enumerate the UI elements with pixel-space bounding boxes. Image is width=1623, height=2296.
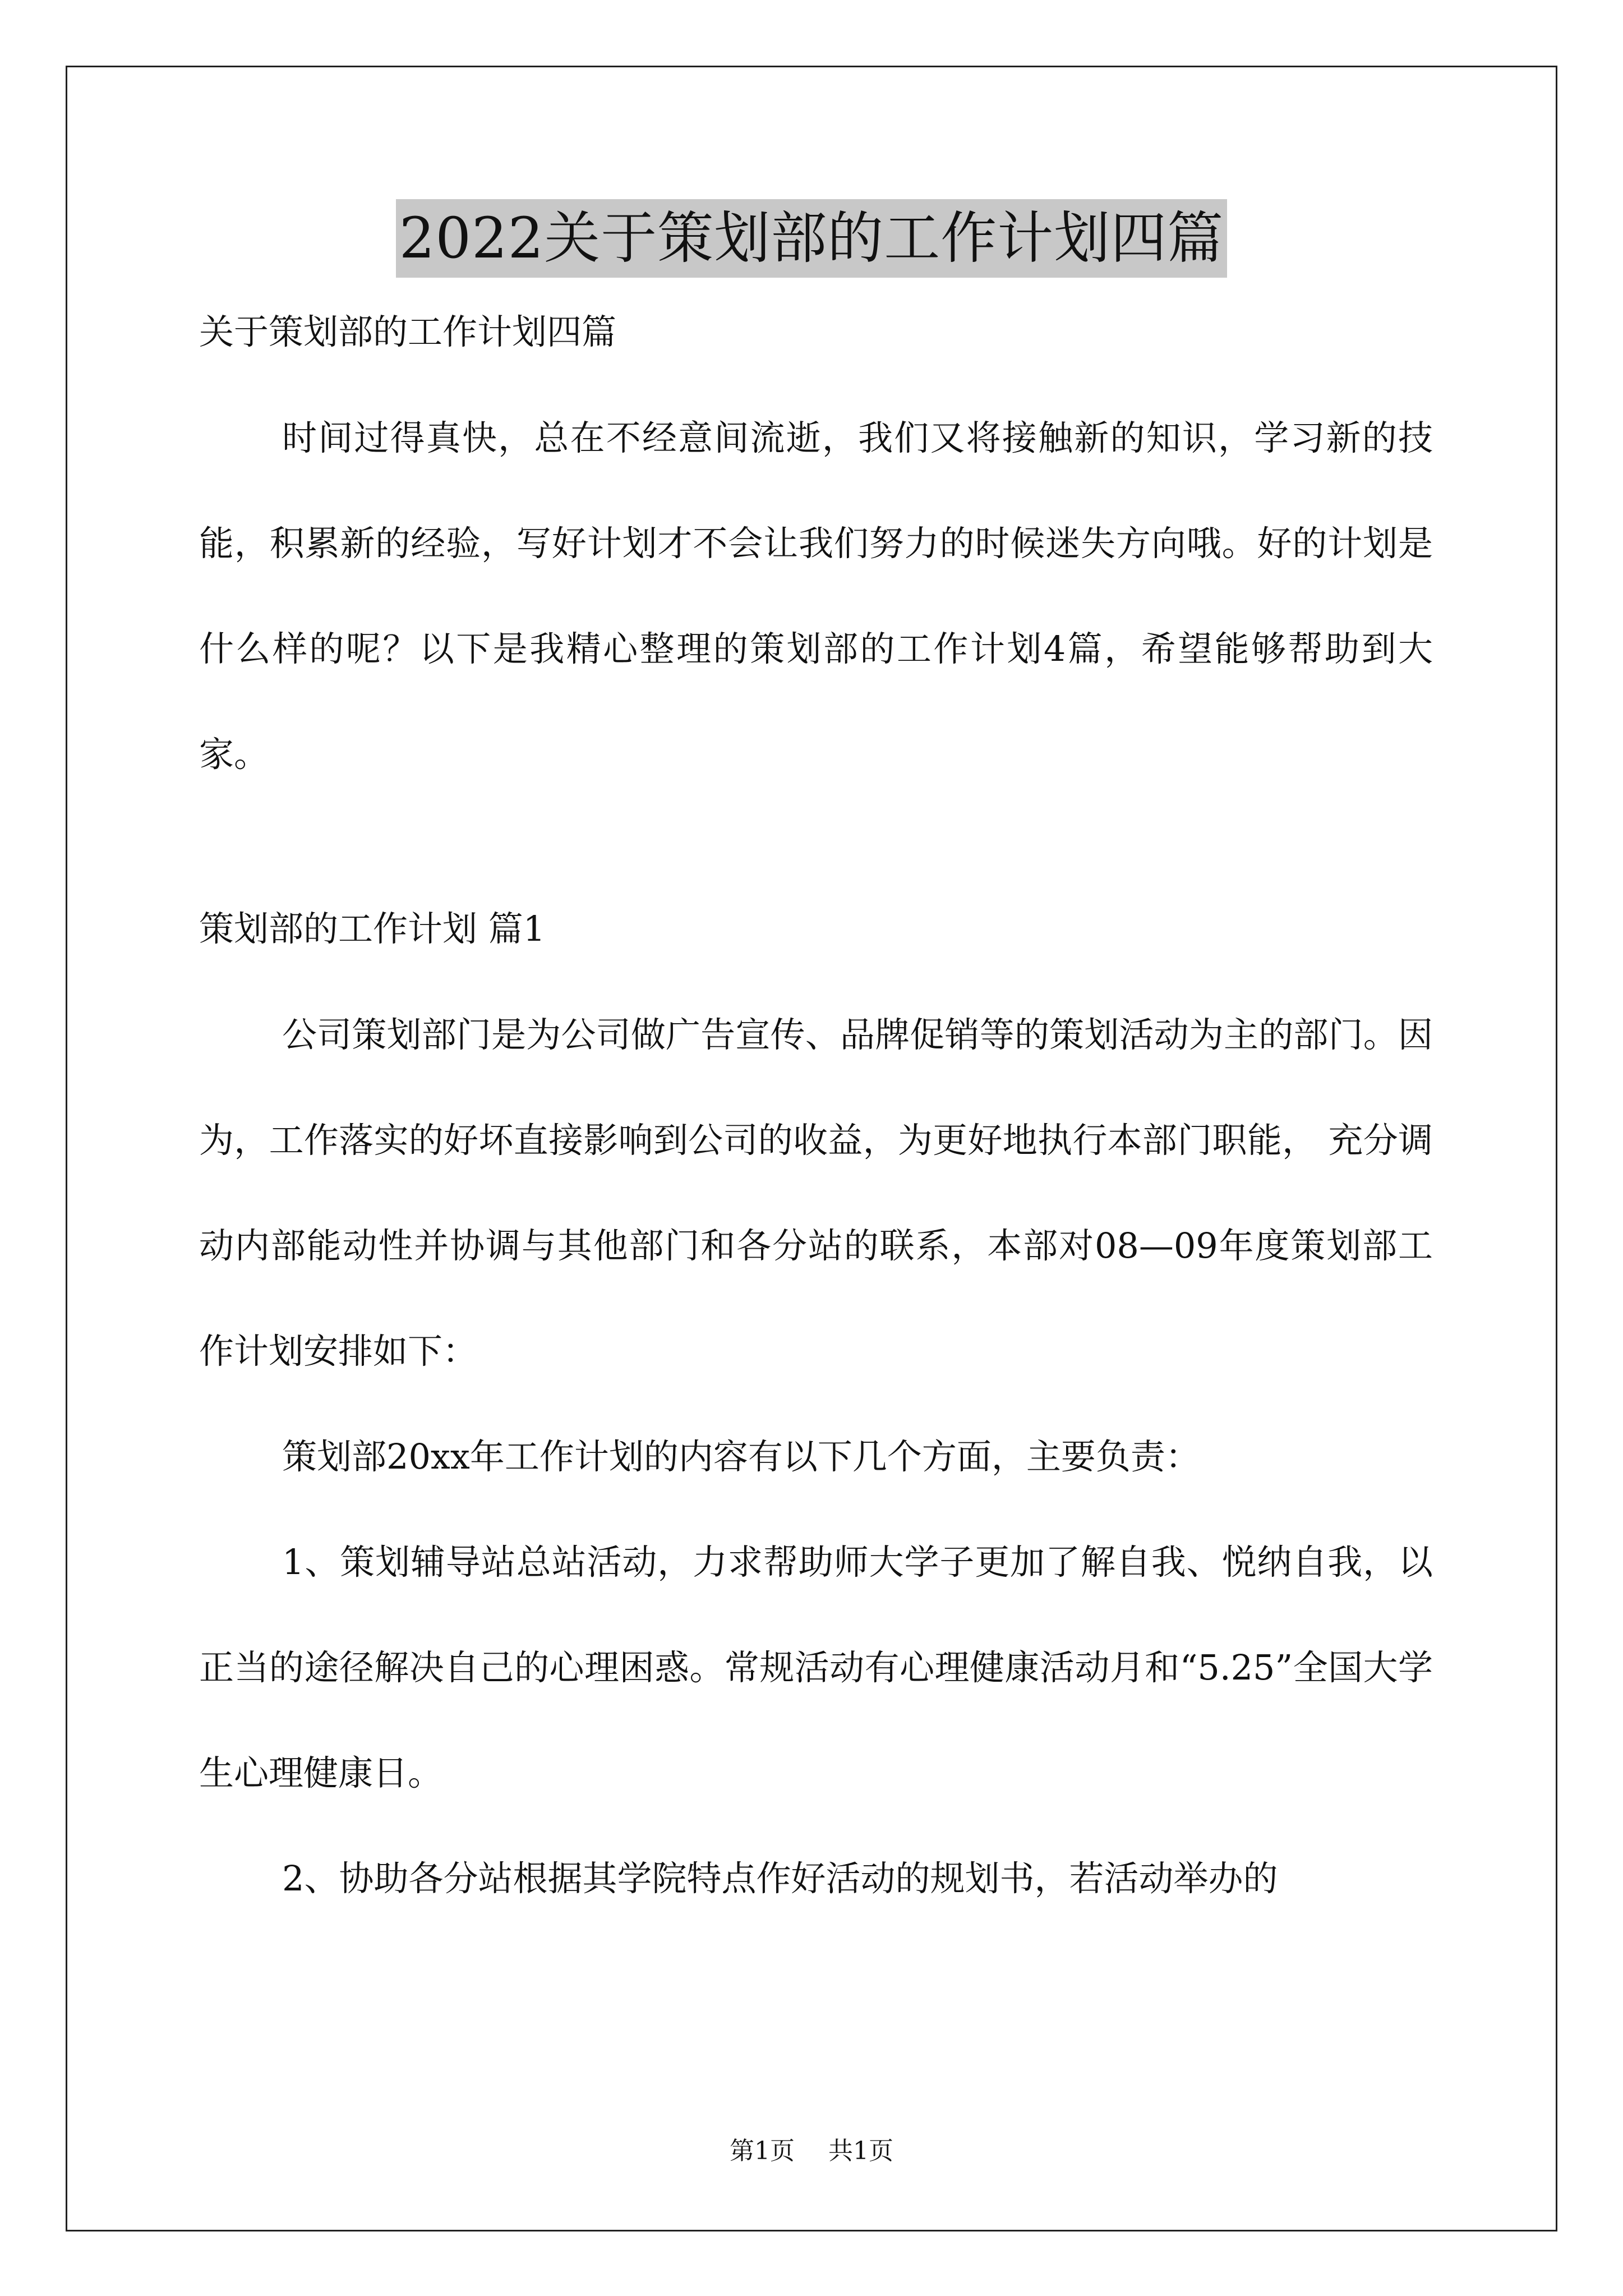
section-heading: 策划部的工作计划 篇1 bbox=[199, 908, 546, 949]
page-footer bbox=[0, 2134, 1623, 2168]
body-paragraph-1: 公司策划部门是为公司做广告宣传、品牌促销等的策划活动为主的部门。因为，工作落实的好坏直接影响到公司的收益，为更好地执行本部门职能， 充分调动内部能动性并协调与其他部门和各分站的联系，本部对08—09年度策划部工作计划安排如下： bbox=[199, 1014, 1433, 1372]
document-title: 2022关于策划部的工作计划四篇 bbox=[396, 199, 1228, 278]
page-total: 共1页 bbox=[828, 2137, 893, 2165]
body-paragraph-3: 1、策划辅导站总站活动，力求帮助师大学子更加了解自我、悦纳自我，以正当的途径解决自己的心理困惑。常规活动有心理健康活动月和“5.25”全国大学生心理健康日。 bbox=[199, 1542, 1433, 1793]
document-subtitle: 关于策划部的工作计划四篇 bbox=[199, 311, 617, 352]
title-block bbox=[0, 199, 1623, 278]
body-paragraph-2: 策划部20xx年工作计划的内容有以下几个方面，主要负责： bbox=[282, 1436, 1200, 1477]
intro-paragraph: 时间过得真快，总在不经意间流逝，我们又将接触新的知识，学习新的技能，积累新的经验，写好计划才不会让我们努力的时候迷失方向哦。好的计划是什么样的呢？以下是我精心整理的策划部的工作计划4篇，希望能够帮助到大家。 bbox=[199, 417, 1433, 775]
body-paragraph-4: 2、协助各分站根据其学院特点作好活动的规划书，若活动举办的 bbox=[282, 1858, 1278, 1899]
page-number: 第1页 bbox=[730, 2137, 795, 2165]
document-body bbox=[199, 306, 1433, 1931]
